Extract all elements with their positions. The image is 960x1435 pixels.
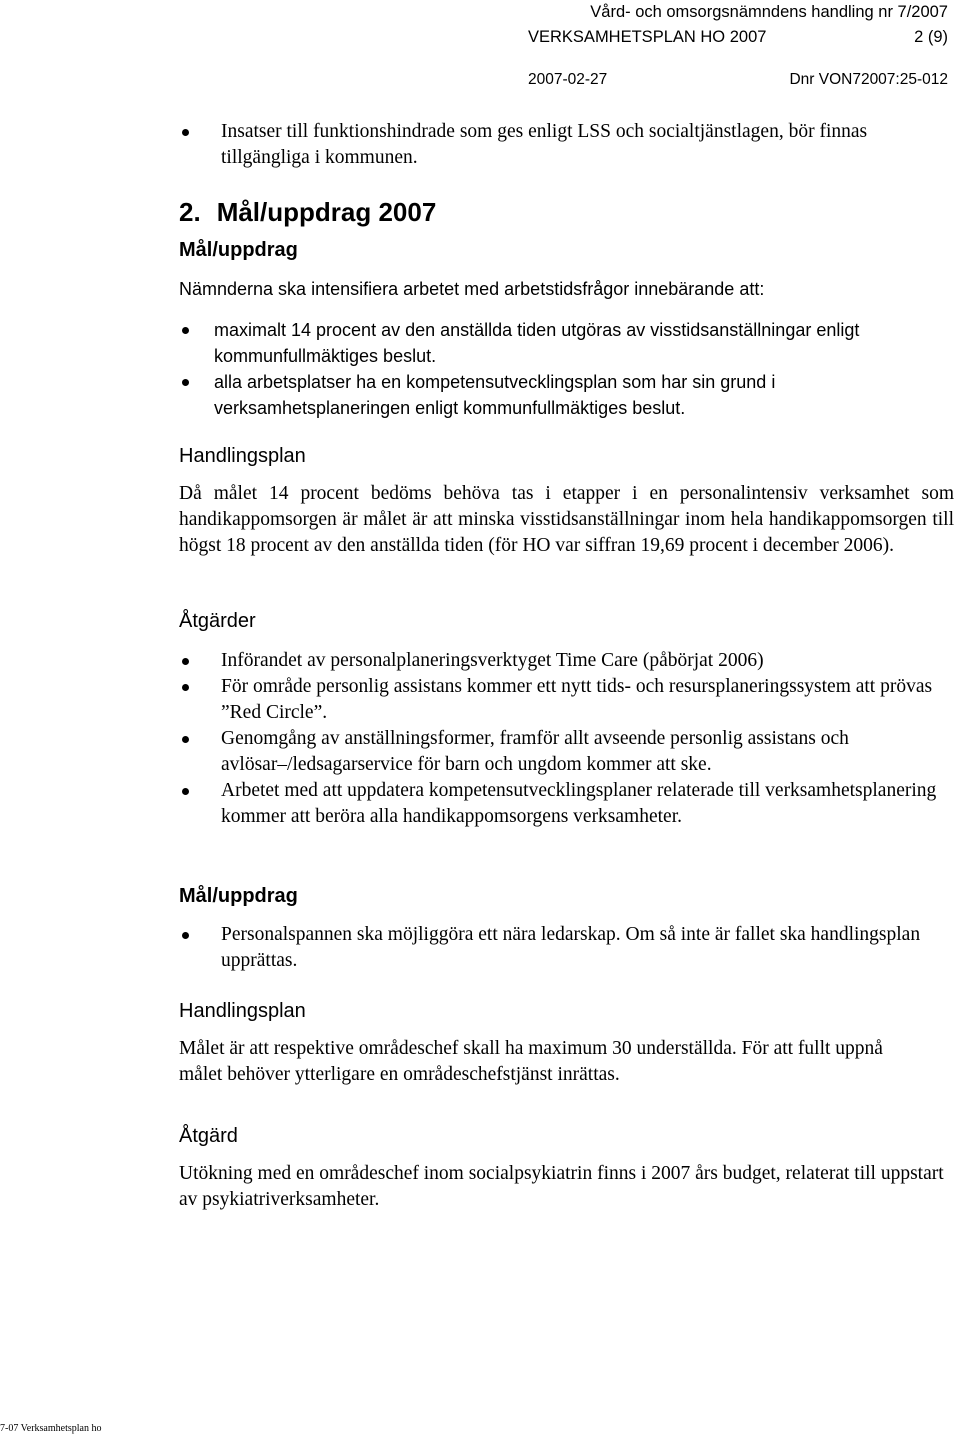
list-item-text: Arbetet med att uppdatera kompetensutvecklingsplaner relaterade till verksamhetsplanering kommer att beröra alla handikappomsorgens verksamheter. — [221, 780, 937, 827]
footer-filename: 7-07 Verksamhetsplan ho — [0, 1423, 102, 1434]
bullet-icon — [182, 932, 189, 939]
list-item-text: Genomgång av anställningsformer, framför allt avseende personlig assistans och avlösar–/ledsagarservice för barn och ungdom kommer att ske. — [221, 728, 849, 775]
section-heading — [179, 197, 436, 227]
goal1-actions-list — [221, 648, 943, 830]
goal2-bullet-list — [221, 922, 949, 974]
goal2-plan-text: Målet är att respektive områdeschef skall ha maximum 30 underställda. För att fullt uppnå målet behöver ytterligare en områdeschefstjänst inrättas. — [179, 1038, 883, 1085]
list-item-text: maximalt 14 procent av den anställda tiden utgöras av visstidsanställningar enligt kommunfullmäktiges beslut. — [214, 320, 860, 366]
header-committee-line: Vård- och omsorgsnämndens handling nr 7/2007 — [590, 3, 948, 21]
bullet-icon — [182, 129, 189, 136]
section-number: 2. — [179, 197, 201, 227]
bullet-icon — [182, 684, 189, 691]
header-date: 2007-02-27 — [528, 71, 608, 88]
goal2-plan-heading: Handlingsplan — [179, 1000, 306, 1022]
list-item — [221, 119, 921, 171]
list-item-text: Insatser till funktionshindrade som ges enligt LSS och socialtjänstlagen, bör finnas tillgängliga i kommunen. — [221, 121, 868, 168]
bullet-icon — [182, 788, 189, 795]
bullet-icon — [182, 736, 189, 743]
goal2-action-heading: Åtgärd — [179, 1125, 238, 1147]
goal1-plan-heading: Handlingsplan — [179, 445, 306, 467]
goal2-action-text: Utökning med en områdeschef inom socialpsykiatrin finns i 2007 års budget, relaterat till uppstart av psykiatriverksamheter. — [179, 1163, 944, 1210]
list-item-text: För område personlig assistans kommer ett nytt tids- och resursplaneringssystem att prövas ”Red Circle”. — [221, 676, 933, 723]
goal2-heading: Mål/uppdrag — [179, 885, 298, 907]
goal1-actions-heading: Åtgärder — [179, 610, 256, 632]
list-item — [221, 674, 943, 726]
list-item — [214, 317, 954, 369]
goal1-bullet-list — [214, 317, 954, 421]
header-document-title: VERKSAMHETSPLAN HO 2007 — [528, 28, 767, 46]
bullet-icon — [182, 379, 189, 386]
header-dnr: Dnr VON72007:25-012 — [789, 71, 948, 88]
header-page-number: 2 (9) — [914, 28, 948, 46]
intro-bullet-list — [221, 119, 921, 171]
section-title: Mål/uppdrag 2007 — [216, 197, 437, 227]
goal1-intro: Nämnderna ska intensifiera arbetet med arbetstidsfrågor innebärande att: — [179, 279, 765, 299]
bullet-icon — [182, 327, 189, 334]
list-item — [221, 648, 943, 674]
bullet-icon — [182, 658, 189, 665]
list-item — [221, 778, 943, 830]
list-item — [221, 922, 949, 974]
list-item-text: Personalspannen ska möjliggöra ett nära ledarskap. Om så inte är fallet ska handlingsplan upprättas. — [221, 924, 921, 971]
list-item-text: Införandet av personalplaneringsverktyget Time Care (påbörjat 2006) — [221, 650, 764, 671]
goal1-plan-text: Då målet 14 procent bedöms behöva tas i etapper i en personalintensiv verksamhet som handikappomsorgen är målet är att minska visstidsanställningar inom hela handikappomsorgen till högst 18 procent av den anställda tiden (för HO var siffran 19,69 procent i december 2006). — [179, 483, 954, 556]
goal1-heading: Mål/uppdrag — [179, 239, 298, 261]
list-item — [221, 726, 943, 778]
list-item — [214, 369, 954, 421]
list-item-text: alla arbetsplatser ha en kompetensutvecklingsplan som har sin grund i verksamhetsplaneringen enligt kommunfullmäktiges beslut. — [214, 372, 776, 418]
